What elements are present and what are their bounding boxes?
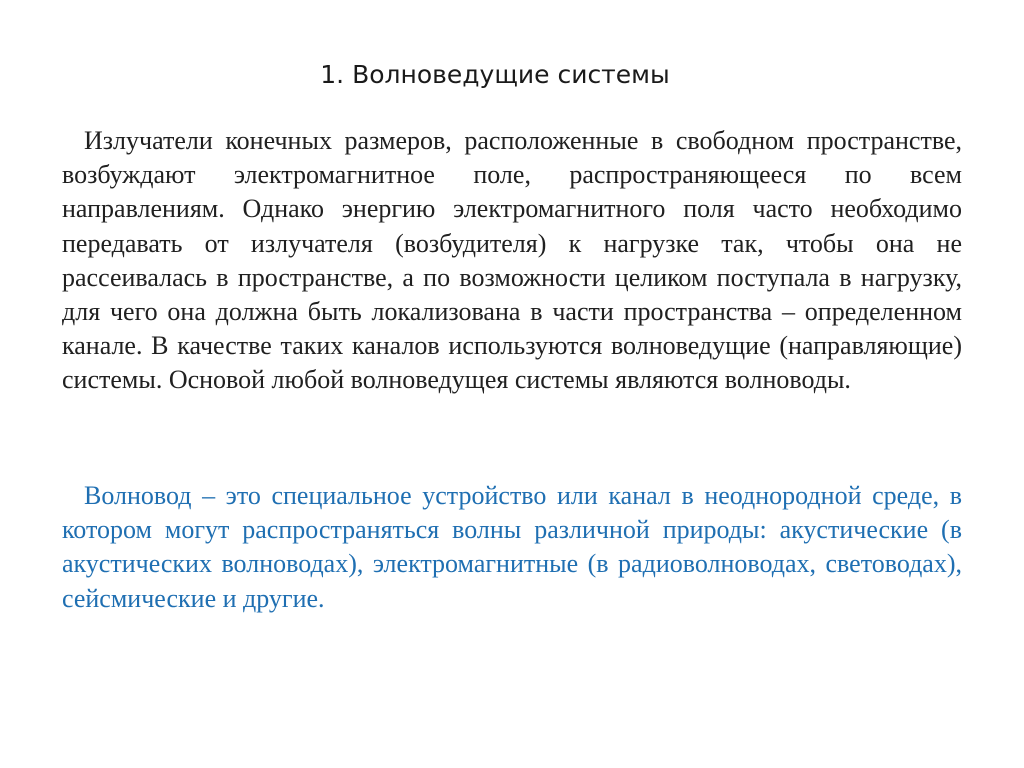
slide-title: 1. Волноведущие системы <box>320 60 670 89</box>
body-paragraph-waveguide-definition: Волновод – это специальное устройство или канал в неоднородной среде, в котором могут распространяться волны различной природы: акустические (в акустических волноводах), электромагнитные (в радиоволноводах, световодах), сейсмические и другие. <box>62 481 962 613</box>
body-paragraph-radiators: Излучатели конечных размеров, расположенные в свободном пространстве, возбуждают электромагнитное поле, распространяющееся по всем направлениям. Однако энергию электромагнитного поля часто необходимо передавать от излучателя (возбудителя) к нагрузке так, чтобы она не рассеивалась в пространстве, а по возможности целиком поступала в нагрузку, для чего она должна быть локализована в части пространства – определенном канале. В качестве таких каналов используются волноведущие (направляющие) системы. Основой любой волноведущея системы являются волноводы. <box>62 126 962 395</box>
